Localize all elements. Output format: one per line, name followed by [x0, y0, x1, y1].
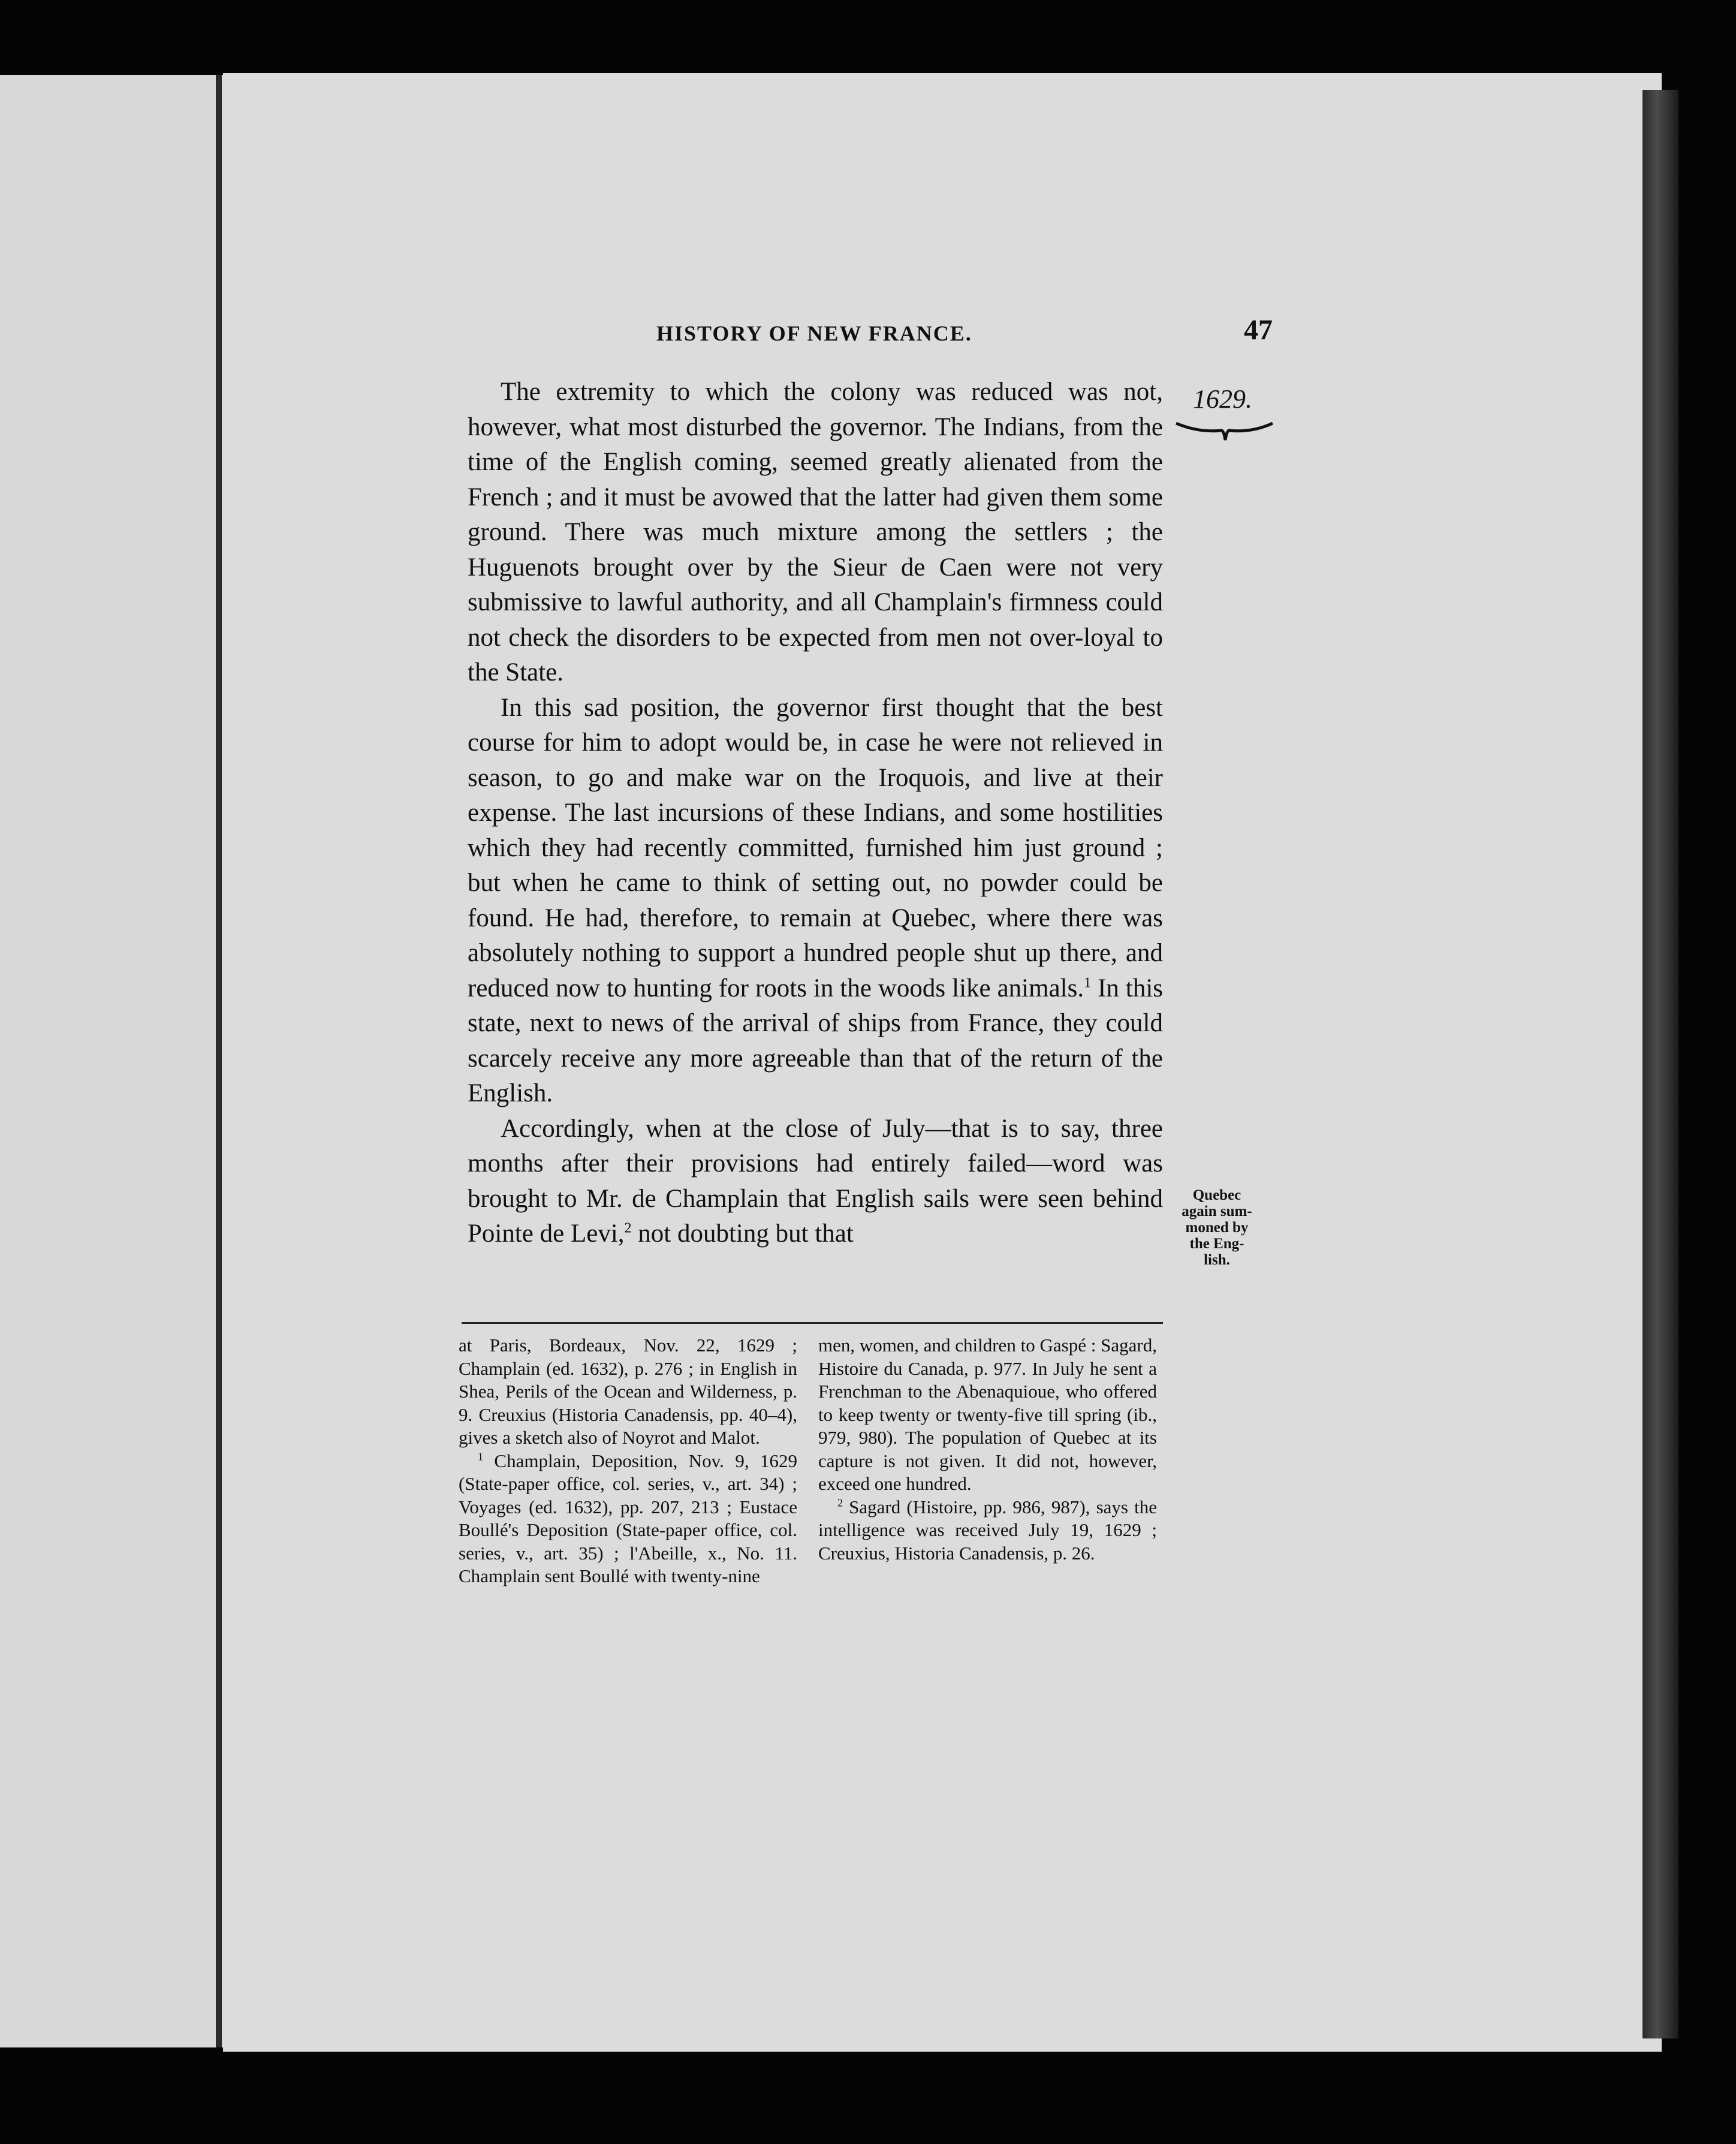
footnote-ref: 1 [1084, 975, 1092, 991]
footnote: at Paris, Bordeaux, Nov. 22, 1629 ; Champlain (ed. 1632), p. 276 ; in English in Shea, Perils of the Ocean and Wilderness, p. 9. Creuxius (Historia Canadensis, pp. 40–4), gives a sketch also of Noyrot and Malot. [459, 1335, 797, 1448]
footnote-rule [462, 1322, 1163, 1324]
gutter-shadow [216, 75, 222, 2047]
footnote: men, women, and children to Gaspé : Sagard, Histoire du Canada, p. 977. In July he sent a Frenchman to the Abenaquioue, who offered to keep twenty or twenty-five till spring (ib., 979, 980). The population of Quebec at its capture is not given. It did not, however, exceed one hundred. [818, 1335, 1157, 1494]
footnote: $^2$ Sagard (Histoire, pp. 986, 987), says the intelligence was received July 19, 1629 ; Creuxius, Historia Canadensis, p. 26. [818, 1496, 1157, 1564]
paragraph: The extremity to which the colony was reduced was not, however, what most disturbed the governor. The Indians, from the time of the English coming, seemed greatly alienated from the French ; and it must be avowed that the latter had given them some ground. There was much mixture among the settlers ; the Huguenots brought over by the Sieur de Caen were not very submissive to lawful authority, and all Champlain's firmness could not check the disorders to be expected from men not over-loyal to the State. [468, 378, 1163, 686]
body-text [468, 375, 1163, 1252]
footnote-column-left [459, 1334, 797, 1588]
footnote-column-right [818, 1334, 1157, 1588]
footnote-mark: 2 [837, 1496, 843, 1509]
margin-year: 1629. [1193, 384, 1252, 414]
running-title: HISTORY OF NEW FRANCE. [656, 321, 972, 345]
margin-sidenote: Quebec again sum- moned by the Eng- lish. [1182, 1187, 1252, 1268]
paragraph: Accordingly, when at the close of July—that is to say, three months after their provisions had entirely failed—word was brought to Mr. de Champlain that English sails were seen behind Pointe de Levi,$^2$ not doubting but that [468, 1114, 1163, 1248]
footnote-mark: 1 [478, 1450, 483, 1463]
page-edge-shadow [1642, 90, 1678, 2038]
paragraph: In this sad position, the governor first thought that the best course for him to adopt would be, in case he were not relieved in season, to go and make war on the Iroquois, and live at their expense. The last incursions of these Indians, and some hostilities which they had recently committed, furnished him just ground ; but when he came to think of setting out, no powder could be found. He had, therefore, to remain at Quebec, where there was absolutely nothing to support a hundred people shut up there, and reduced now to hunting for roots in the woods like animals.$^1$ In this state, next to news of the arrival of ships from France, they could scarcely receive any more agreeable than that of the return of the English. [468, 693, 1163, 1107]
footnotes [459, 1334, 1157, 1588]
facing-page [0, 75, 223, 2047]
footnote: $^1$ Champlain, Deposition, Nov. 9, 1629 (State-paper office, col. series, v., art. 34) ; Voyages (ed. 1632), pp. 207, 213 ; Eustace Boullé's Deposition (State-paper office, col. series, v., art. 35) ; l'Abeille, x., No. 11. Champlain sent Boullé with twenty-nine [459, 1450, 797, 1586]
page-header [656, 314, 1280, 357]
brace-icon [1175, 420, 1274, 444]
footnote-ref: 2 [624, 1220, 632, 1236]
page-number: 47 [1244, 314, 1273, 346]
